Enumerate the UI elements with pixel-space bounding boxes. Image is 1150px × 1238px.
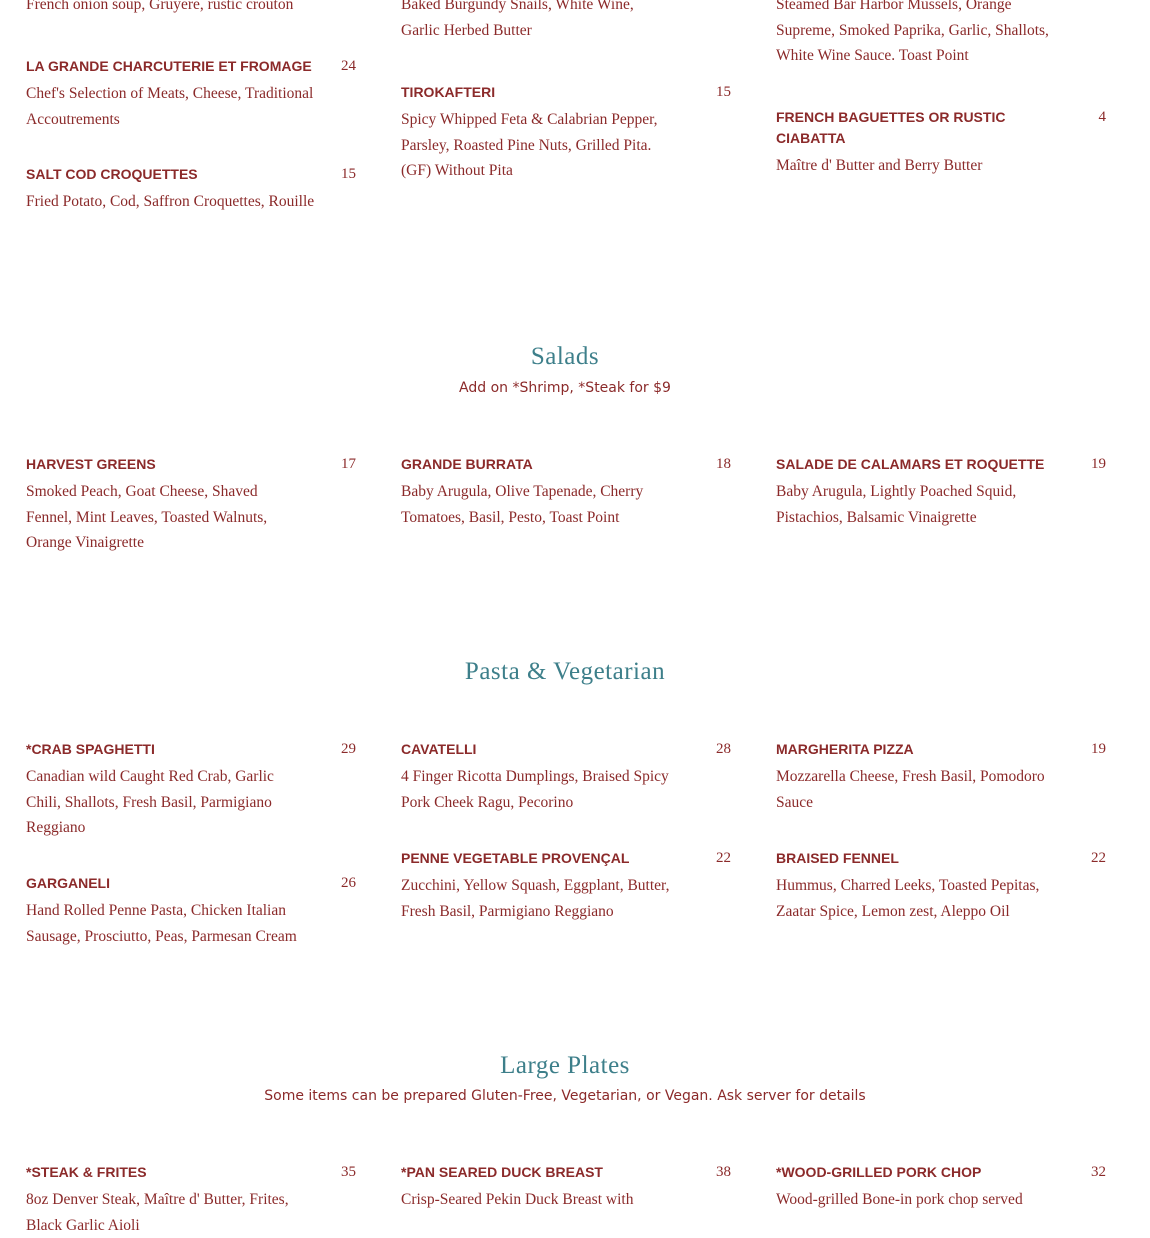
item-name: PENNE VEGETABLE PROVENÇAL (401, 850, 630, 866)
section-title-pasta: Pasta & Vegetarian (464, 658, 666, 685)
item-name: *STEAK & FRITES (26, 1164, 147, 1180)
menu-item-steak-frites (26, 1162, 356, 1238)
item-name: GRANDE BURRATA (401, 456, 533, 472)
menu-item-calamars (776, 454, 1106, 530)
item-price: 26 (341, 875, 356, 891)
item-name: *PAN SEARED DUCK BREAST (401, 1164, 603, 1180)
item-price: 29 (341, 741, 356, 757)
item-description: Baby Arugula, Lightly Poached Squid, Pistachios, Balsamic Vinaigrette (776, 483, 1017, 526)
item-name: *WOOD-GRILLED PORK CHOP (776, 1164, 982, 1180)
menu-item-onion-soup (26, 0, 356, 18)
section-subtitle-large-plates: Some items can be prepared Gluten-Free, Vegetarian, or Vegan. Ask server for details (264, 1088, 866, 1104)
item-price: 18 (716, 456, 731, 472)
item-description: Mozzarella Cheese, Fresh Basil, Pomodoro Sauce (776, 768, 1045, 811)
menu-item-garganeli (26, 873, 356, 949)
section-subtitle-salads: Add on *Shrimp, *Steak for $9 (459, 380, 671, 396)
item-description: 8oz Denver Steak, Maître d' Butter, Frites, Black Garlic Aioli (26, 1191, 289, 1234)
item-description: Hand Rolled Penne Pasta, Chicken Italian Sausage, Prosciutto, Peas, Parmesan Cream (26, 902, 297, 945)
item-name: LA GRANDE CHARCUTERIE ET FROMAGE (26, 58, 312, 74)
menu-item-snails (401, 0, 731, 43)
menu-item-margherita-pizza (776, 739, 1106, 815)
item-name: SALT COD CROQUETTES (26, 166, 198, 182)
menu-item-grande-burrata (401, 454, 731, 530)
item-price: 22 (1091, 850, 1106, 866)
menu-item-baguettes (776, 107, 1106, 179)
item-description: Baked Burgundy Snails, White Wine, Garlic Herbed Butter (401, 0, 634, 39)
item-description: Maître d' Butter and Berry Butter (776, 157, 983, 174)
item-price: 24 (341, 58, 356, 74)
item-description: Canadian wild Caught Red Crab, Garlic Chili, Shallots, Fresh Basil, Parmigiano Reggiano (26, 768, 274, 836)
item-price: 35 (341, 1164, 356, 1180)
item-description: Chef's Selection of Meats, Cheese, Traditional Accoutrements (26, 85, 314, 128)
menu-item-penne-provencal (401, 848, 731, 924)
item-name: FRENCH BAGUETTES OR RUSTIC CIABATTA (776, 109, 1006, 146)
section-title-large-plates: Large Plates (500, 1052, 630, 1079)
item-price: 15 (716, 84, 731, 100)
item-price: 4 (1098, 109, 1106, 125)
item-name: BRAISED FENNEL (776, 850, 899, 866)
item-price: 38 (716, 1164, 731, 1180)
item-description: Spicy Whipped Feta & Calabrian Pepper, Parsley, Roasted Pine Nuts, Grilled Pita. (GF) Without Pita (401, 111, 658, 179)
item-description: 4 Finger Ricotta Dumplings, Braised Spicy Pork Cheek Ragu, Pecorino (401, 768, 669, 811)
item-description: Wood-grilled Bone-in pork chop served (776, 1191, 1023, 1208)
menu-item-crab-spaghetti (26, 739, 356, 841)
item-name: *CRAB SPAGHETTI (26, 741, 155, 757)
item-price: 22 (716, 850, 731, 866)
item-description: Crisp-Seared Pekin Duck Breast with (401, 1191, 634, 1208)
item-name: GARGANELI (26, 875, 110, 891)
item-name: MARGHERITA PIZZA (776, 741, 914, 757)
item-description: Hummus, Charred Leeks, Toasted Pepitas, Zaatar Spice, Lemon zest, Aleppo Oil (776, 877, 1040, 920)
item-description: Zucchini, Yellow Squash, Eggplant, Butter, Fresh Basil, Parmigiano Reggiano (401, 877, 670, 920)
menu-item-duck-breast (401, 1162, 731, 1213)
menu-item-pork-chop (776, 1162, 1106, 1213)
item-price: 15 (341, 166, 356, 182)
menu-item-salt-cod (26, 164, 356, 215)
item-name: CAVATELLI (401, 741, 477, 757)
item-description: Steamed Bar Harbor Mussels, Orange Supreme, Smoked Paprika, Garlic, Shallots, White Wine Sauce. Toast Point (776, 0, 1049, 64)
item-description: French onion soup, Gruyere, rustic crouton (26, 0, 294, 13)
item-description: Fried Potato, Cod, Saffron Croquettes, Rouille (26, 193, 315, 210)
menu-item-mussels (776, 0, 1106, 69)
item-price: 19 (1091, 456, 1106, 472)
section-title-salads: Salads (530, 343, 600, 370)
item-price: 32 (1091, 1164, 1106, 1180)
menu-item-cavatelli (401, 739, 731, 815)
item-description: Baby Arugula, Olive Tapenade, Cherry Tomatoes, Basil, Pesto, Toast Point (401, 483, 644, 526)
item-description: Smoked Peach, Goat Cheese, Shaved Fennel, Mint Leaves, Toasted Walnuts, Orange Vinaigrette (26, 483, 268, 551)
item-name: TIROKAFTERI (401, 84, 496, 100)
item-price: 19 (1091, 741, 1106, 757)
menu-item-braised-fennel (776, 848, 1106, 924)
item-name: HARVEST GREENS (26, 456, 156, 472)
item-price: 28 (716, 741, 731, 757)
item-price: 17 (341, 456, 356, 472)
menu-item-harvest-greens (26, 454, 356, 556)
menu-item-tirokafteri (401, 82, 731, 184)
item-name: SALADE DE CALAMARS ET ROQUETTE (776, 456, 1045, 472)
menu-item-charcuterie (26, 56, 356, 132)
